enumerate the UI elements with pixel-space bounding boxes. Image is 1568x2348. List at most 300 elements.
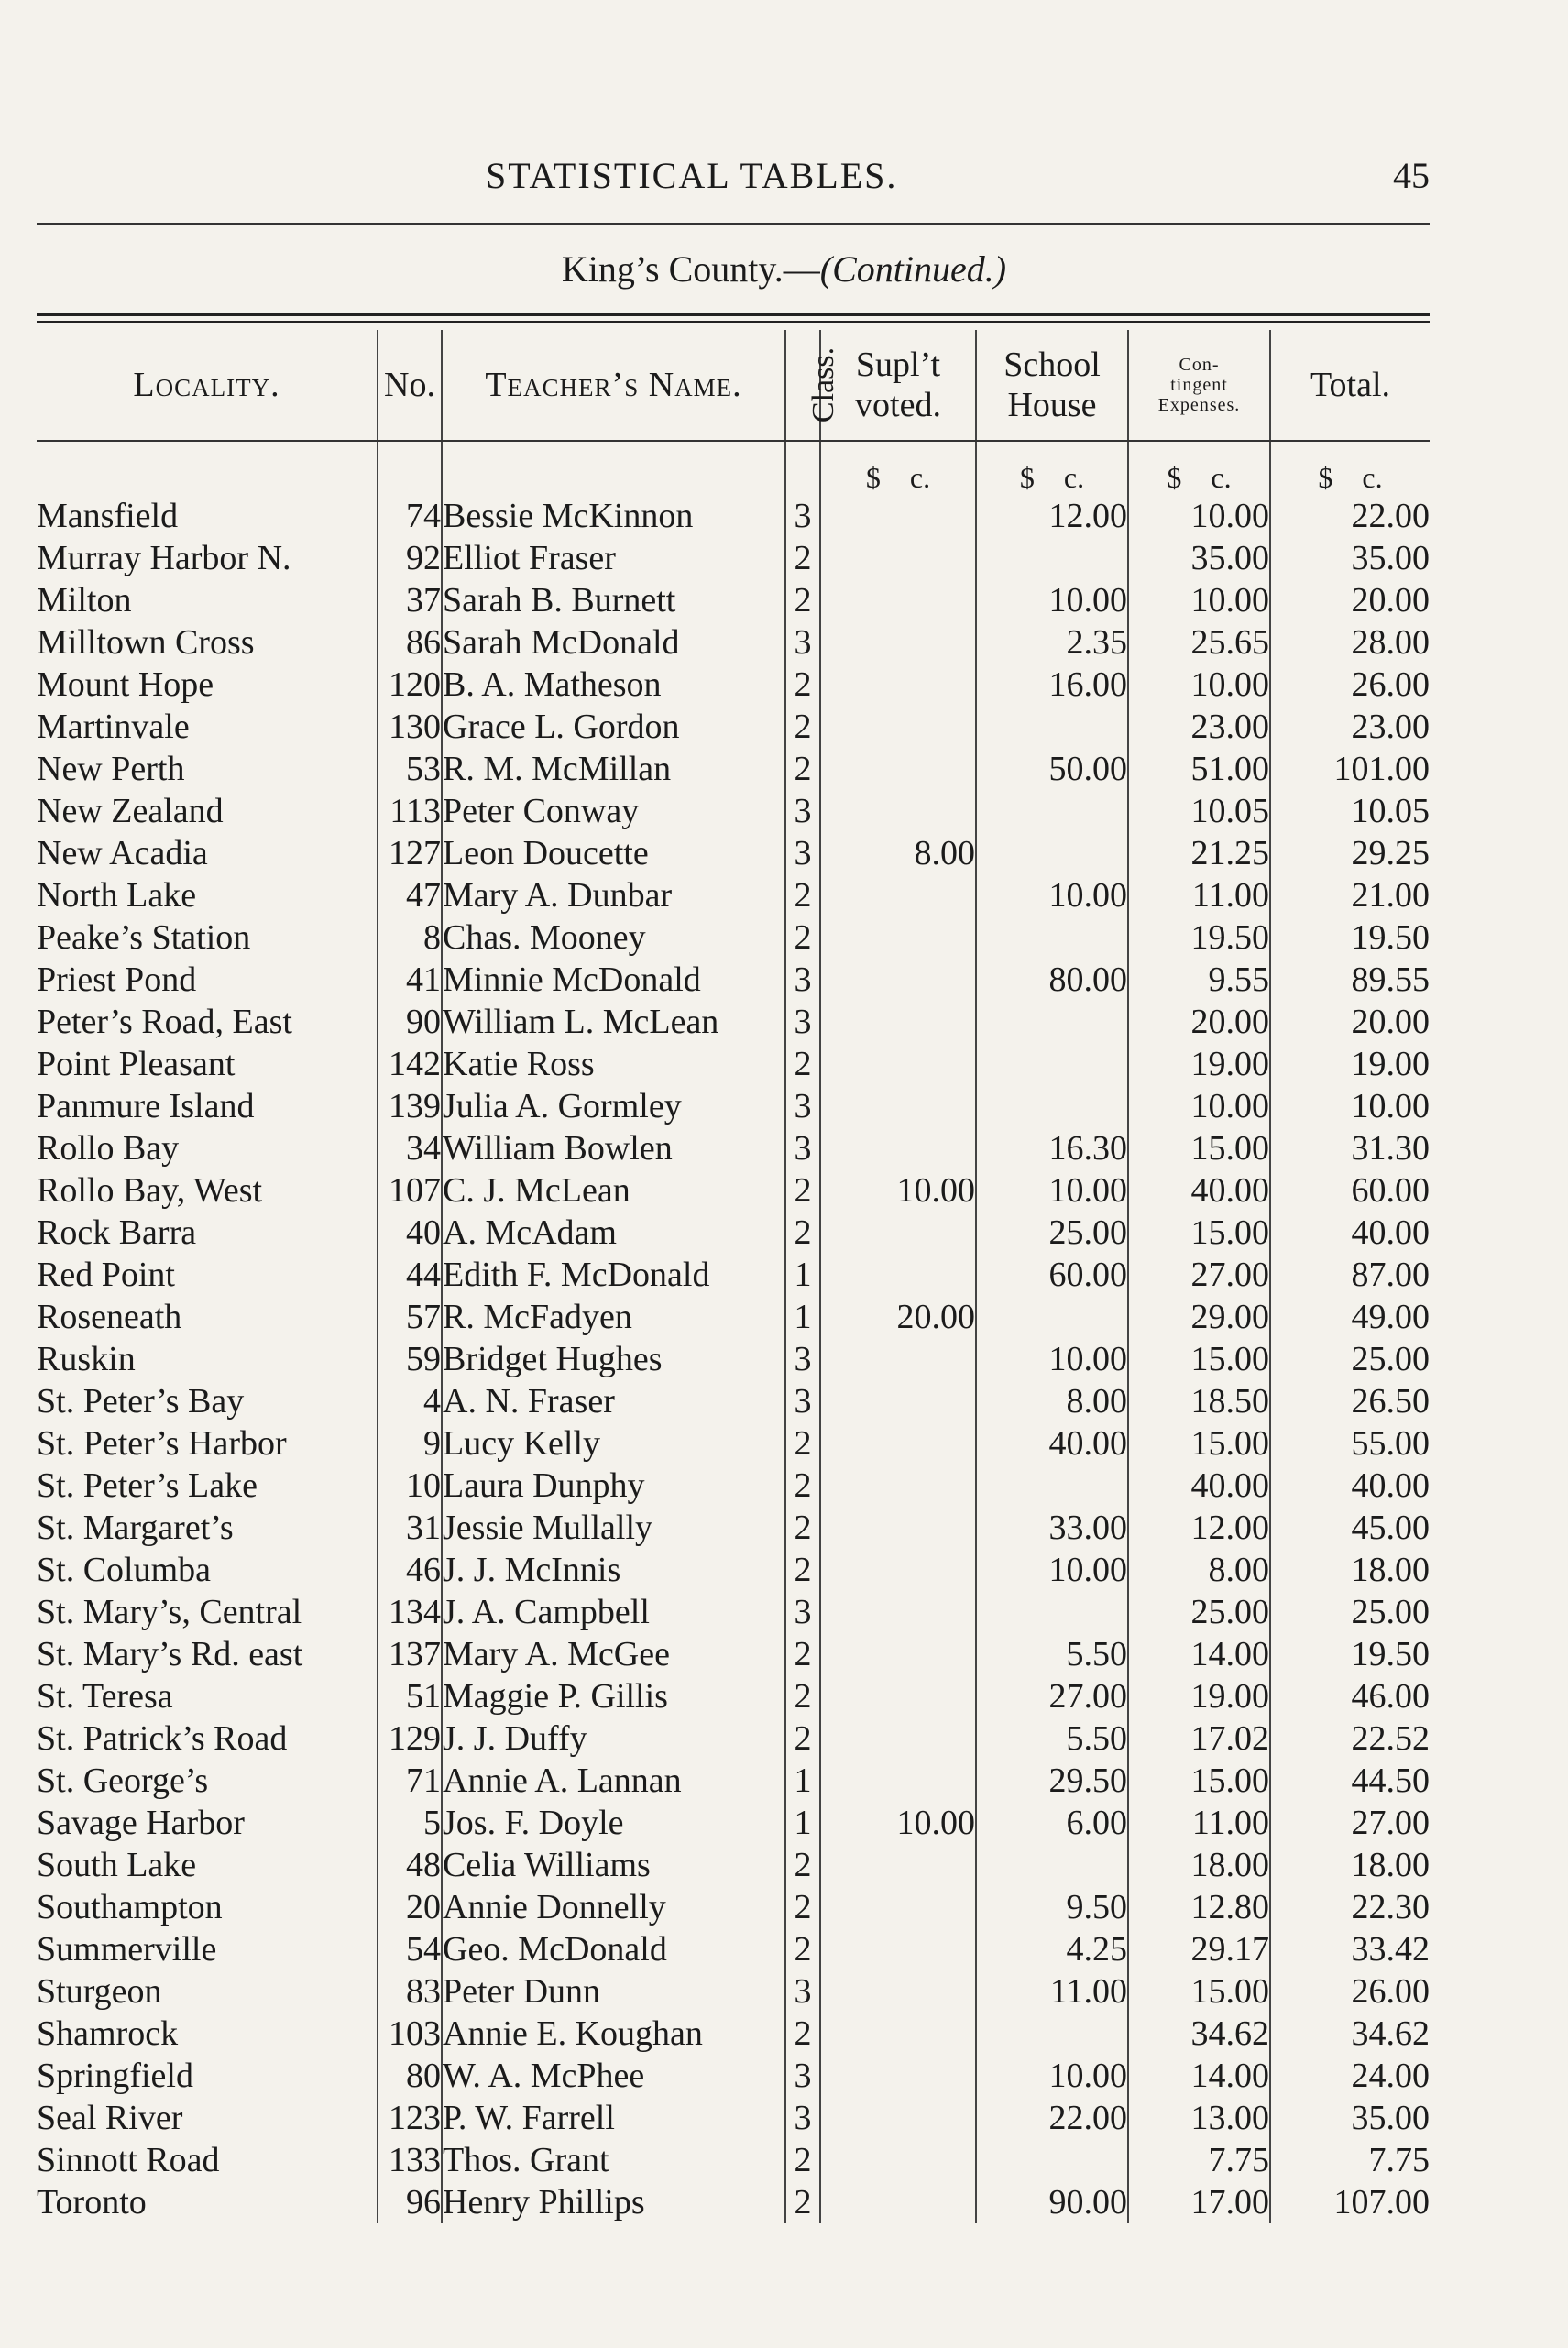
total-cell: 21.00 <box>1351 876 1430 915</box>
school-number-cell: 40 <box>378 1212 442 1254</box>
school-house-cell: 22.00 <box>976 2097 1128 2139</box>
school-house-cell: 10.00 <box>976 1338 1128 1380</box>
school-house-cell <box>976 2139 1128 2181</box>
locality-cell: Shamrock <box>37 2013 378 2055</box>
table-row <box>37 1886 1430 1928</box>
school-number-cell: 34 <box>378 1127 442 1169</box>
class-cell: 1 <box>785 1296 820 1338</box>
locality-cell: Rollo Bay <box>37 1127 378 1169</box>
school-number-cell: 54 <box>378 1928 442 1970</box>
locality-cell: St. Peter’s Harbor <box>37 1422 378 1465</box>
header-school-house-line2: House <box>1007 386 1097 424</box>
class-cell: 3 <box>785 2097 820 2139</box>
total-cell: 40.00 <box>1351 1213 1430 1252</box>
class-cell: 2 <box>785 1928 820 1970</box>
school-house-cell <box>976 706 1128 748</box>
contingent-cell: 10.00 <box>1128 495 1270 537</box>
class-cell: 3 <box>785 1591 820 1633</box>
school-number-cell: 123 <box>378 2097 442 2139</box>
table-row <box>37 1760 1430 1802</box>
header-supplement-line2: voted. <box>855 386 941 424</box>
dollar-sign: $ <box>1019 461 1035 494</box>
header-contingent-line1: Con- <box>1179 355 1220 375</box>
header-teacher-name: Teacher’s Name. <box>442 330 785 441</box>
school-house-cell: 29.50 <box>976 1760 1128 1802</box>
supplement-cell <box>820 579 976 621</box>
header-contingent-expenses <box>1128 330 1270 441</box>
total-cell: 26.50 <box>1351 1382 1430 1421</box>
supplement-cell <box>820 621 976 664</box>
class-cell: 2 <box>785 1043 820 1085</box>
teacher-name-cell: Julia A. Gormley <box>442 1085 785 1127</box>
teacher-name-cell: Thos. Grant <box>442 2139 785 2181</box>
school-house-cell <box>976 1001 1128 1043</box>
class-cell: 2 <box>785 1633 820 1675</box>
table-row <box>37 1633 1430 1675</box>
cents-label: c. <box>1211 461 1232 494</box>
school-number-cell: 137 <box>378 1633 442 1675</box>
total-cell: 22.00 <box>1351 497 1430 535</box>
school-house-cell <box>976 916 1128 959</box>
school-number-cell: 47 <box>378 874 442 916</box>
locality-cell: Savage Harbor <box>37 1802 378 1844</box>
table-row <box>37 1338 1430 1380</box>
contingent-cell: 15.00 <box>1128 1212 1270 1254</box>
supplement-cell <box>820 1549 976 1591</box>
header-school-house <box>976 330 1128 441</box>
contingent-cell: 27.00 <box>1128 1254 1270 1296</box>
teacher-name-cell: Grace L. Gordon <box>442 706 785 748</box>
table-row <box>37 1549 1430 1591</box>
school-number-cell: 31 <box>378 1507 442 1549</box>
class-cell: 3 <box>785 959 820 1001</box>
page-header <box>37 154 1430 209</box>
school-number-cell: 46 <box>378 1549 442 1591</box>
total-cell: 46.00 <box>1351 1677 1430 1716</box>
school-number-cell: 83 <box>378 1970 442 2013</box>
contingent-cell: 10.00 <box>1128 1085 1270 1127</box>
teacher-name-cell: R. M. McMillan <box>442 748 785 790</box>
teacher-name-cell: Leon Doucette <box>442 832 785 874</box>
units-school-house <box>976 441 1128 495</box>
section-title-continued: (Continued.) <box>819 248 1007 290</box>
class-cell: 1 <box>785 1802 820 1844</box>
supplement-cell <box>820 537 976 579</box>
locality-cell: Panmure Island <box>37 1085 378 1127</box>
locality-cell: Rollo Bay, West <box>37 1169 378 1212</box>
locality-cell: Milltown Cross <box>37 621 378 664</box>
school-house-cell: 9.50 <box>976 1886 1128 1928</box>
supplement-cell <box>820 1380 976 1422</box>
supplement-cell <box>820 1465 976 1507</box>
supplement-cell <box>820 1970 976 2013</box>
teacher-name-cell: P. W. Farrell <box>442 2097 785 2139</box>
school-house-cell <box>976 2013 1128 2055</box>
locality-cell: Peake’s Station <box>37 916 378 959</box>
locality-cell: St. George’s <box>37 1760 378 1802</box>
supplement-cell <box>820 495 976 537</box>
school-number-cell: 103 <box>378 2013 442 2055</box>
table-row <box>37 537 1430 579</box>
locality-cell: North Lake <box>37 874 378 916</box>
page-number: 45 <box>1393 155 1430 196</box>
contingent-cell: 7.75 <box>1128 2139 1270 2181</box>
header-class <box>785 330 841 441</box>
total-cell: 22.52 <box>1351 1719 1430 1758</box>
contingent-cell: 25.00 <box>1128 1591 1270 1633</box>
school-house-cell: 5.50 <box>976 1717 1128 1760</box>
school-number-cell: 9 <box>378 1422 442 1465</box>
total-cell: 19.00 <box>1351 1045 1430 1083</box>
table-row <box>37 1212 1430 1254</box>
table-row <box>37 2013 1430 2055</box>
table-row <box>37 664 1430 706</box>
school-house-cell <box>976 790 1128 832</box>
supplement-cell <box>820 1338 976 1380</box>
supplement-cell <box>820 1844 976 1886</box>
class-cell: 2 <box>785 916 820 959</box>
table-top-rule <box>37 313 1430 316</box>
total-cell: 29.25 <box>1351 834 1430 872</box>
school-house-cell: 5.50 <box>976 1633 1128 1675</box>
school-number-cell: 129 <box>378 1717 442 1760</box>
table-row <box>37 874 1430 916</box>
supplement-cell <box>820 1633 976 1675</box>
class-cell: 3 <box>785 495 820 537</box>
total-cell: 18.00 <box>1351 1551 1430 1589</box>
class-cell: 2 <box>785 1886 820 1928</box>
contingent-cell: 18.00 <box>1128 1844 1270 1886</box>
total-cell: 55.00 <box>1351 1424 1430 1463</box>
school-house-cell: 10.00 <box>976 1169 1128 1212</box>
table-row <box>37 2181 1430 2223</box>
school-house-cell <box>976 832 1128 874</box>
class-cell: 2 <box>785 2013 820 2055</box>
total-cell: 23.00 <box>1351 708 1430 746</box>
school-number-cell: 51 <box>378 1675 442 1717</box>
school-house-cell: 12.00 <box>976 495 1128 537</box>
teacher-name-cell: Celia Williams <box>442 1844 785 1886</box>
total-cell: 45.00 <box>1351 1509 1430 1547</box>
contingent-cell: 11.00 <box>1128 874 1270 916</box>
class-cell: 3 <box>785 1127 820 1169</box>
contingent-cell: 21.25 <box>1128 832 1270 874</box>
class-cell: 3 <box>785 1380 820 1422</box>
school-house-cell: 10.00 <box>976 579 1128 621</box>
school-number-cell: 41 <box>378 959 442 1001</box>
cents-label: c. <box>1362 461 1383 494</box>
units-blank-teacher <box>442 441 785 495</box>
contingent-cell: 9.55 <box>1128 959 1270 1001</box>
table-row <box>37 1001 1430 1043</box>
school-number-cell: 74 <box>378 495 442 537</box>
running-title: STATISTICAL TABLES. <box>486 155 898 196</box>
supplement-cell <box>820 1675 976 1717</box>
locality-cell: Rock Barra <box>37 1212 378 1254</box>
teacher-name-cell: Geo. McDonald <box>442 1928 785 1970</box>
supplement-cell <box>820 706 976 748</box>
locality-cell: Milton <box>37 579 378 621</box>
header-supplement-line1: Supl’t <box>855 346 941 384</box>
contingent-cell: 12.00 <box>1128 1507 1270 1549</box>
total-cell: 87.00 <box>1351 1256 1430 1294</box>
contingent-cell: 18.50 <box>1128 1380 1270 1422</box>
locality-cell: New Zealand <box>37 790 378 832</box>
contingent-cell: 10.00 <box>1128 579 1270 621</box>
contingent-cell: 15.00 <box>1128 1338 1270 1380</box>
header-contingent-line3: Expenses. <box>1157 395 1241 415</box>
school-number-cell: 86 <box>378 621 442 664</box>
contingent-cell: 17.02 <box>1128 1717 1270 1760</box>
supplement-cell <box>820 1212 976 1254</box>
supplement-cell <box>820 1422 976 1465</box>
school-number-cell: 92 <box>378 537 442 579</box>
teacher-name-cell: Annie A. Lannan <box>442 1760 785 1802</box>
supplement-cell: 8.00 <box>820 832 976 874</box>
table-row <box>37 1675 1430 1717</box>
school-number-cell: 142 <box>378 1043 442 1085</box>
contingent-cell: 15.00 <box>1128 1127 1270 1169</box>
locality-cell: South Lake <box>37 1844 378 1886</box>
school-house-cell: 27.00 <box>976 1675 1128 1717</box>
cents-label: c. <box>1063 461 1085 494</box>
total-cell: 20.00 <box>1351 581 1430 620</box>
total-cell: 33.42 <box>1351 1930 1430 1969</box>
class-cell: 2 <box>785 2181 820 2223</box>
locality-cell: Mansfield <box>37 495 378 537</box>
units-contingent <box>1128 441 1270 495</box>
supplement-cell <box>820 2181 976 2223</box>
class-cell: 3 <box>785 1001 820 1043</box>
total-cell: 34.62 <box>1351 2014 1430 2053</box>
supplement-cell <box>820 1507 976 1549</box>
teacher-name-cell: Sarah B. Burnett <box>442 579 785 621</box>
school-house-cell: 6.00 <box>976 1802 1128 1844</box>
contingent-cell: 40.00 <box>1128 1465 1270 1507</box>
teacher-name-cell: J. J. McInnis <box>442 1549 785 1591</box>
section-title-main: King’s County.— <box>561 248 820 290</box>
table-row <box>37 1802 1430 1844</box>
total-cell: 26.00 <box>1351 665 1430 704</box>
table-row <box>37 1717 1430 1760</box>
contingent-cell: 14.00 <box>1128 2055 1270 2097</box>
school-number-cell: 57 <box>378 1296 442 1338</box>
contingent-cell: 14.00 <box>1128 1633 1270 1675</box>
supplement-cell <box>820 1886 976 1928</box>
locality-cell: Priest Pond <box>37 959 378 1001</box>
school-number-cell: 133 <box>378 2139 442 2181</box>
school-number-cell: 139 <box>378 1085 442 1127</box>
units-total <box>1270 441 1430 495</box>
school-house-cell <box>976 1844 1128 1886</box>
supplement-cell <box>820 1127 976 1169</box>
locality-cell: St. Peter’s Lake <box>37 1465 378 1507</box>
header-supplement <box>820 330 976 441</box>
teacher-name-cell: R. McFadyen <box>442 1296 785 1338</box>
class-cell: 3 <box>785 1338 820 1380</box>
school-house-cell: 80.00 <box>976 959 1128 1001</box>
total-cell: 27.00 <box>1351 1804 1430 1842</box>
teacher-name-cell: Minnie McDonald <box>442 959 785 1001</box>
dollar-sign: $ <box>1167 461 1182 494</box>
supplement-cell <box>820 874 976 916</box>
units-blank-locality <box>37 441 378 495</box>
total-cell: 26.00 <box>1351 1972 1430 2011</box>
class-cell: 3 <box>785 1970 820 2013</box>
school-number-cell: 107 <box>378 1169 442 1212</box>
school-number-cell: 113 <box>378 790 442 832</box>
class-cell: 2 <box>785 748 820 790</box>
locality-cell: Martinvale <box>37 706 378 748</box>
table-row <box>37 1127 1430 1169</box>
table-row <box>37 916 1430 959</box>
contingent-cell: 15.00 <box>1128 1970 1270 2013</box>
contingent-cell: 34.62 <box>1128 2013 1270 2055</box>
teacher-name-cell: Edith F. McDonald <box>442 1254 785 1296</box>
class-cell: 1 <box>785 1254 820 1296</box>
total-cell: 107.00 <box>1333 2183 1430 2222</box>
total-cell: 7.75 <box>1368 2141 1430 2179</box>
header-no: No. <box>378 330 442 441</box>
locality-cell: Red Point <box>37 1254 378 1296</box>
header-total: Total. <box>1270 330 1430 441</box>
school-house-cell: 50.00 <box>976 748 1128 790</box>
teacher-name-cell: J. A. Campbell <box>442 1591 785 1633</box>
locality-cell: Peter’s Road, East <box>37 1001 378 1043</box>
locality-cell: Summerville <box>37 1928 378 1970</box>
table-row <box>37 621 1430 664</box>
supplement-cell: 20.00 <box>820 1296 976 1338</box>
table-row <box>37 748 1430 790</box>
class-cell: 3 <box>785 790 820 832</box>
total-cell: 101.00 <box>1333 750 1430 788</box>
school-number-cell: 37 <box>378 579 442 621</box>
total-cell: 40.00 <box>1351 1466 1430 1505</box>
total-cell: 20.00 <box>1351 1003 1430 1041</box>
class-cell: 3 <box>785 2055 820 2097</box>
supplement-cell <box>820 664 976 706</box>
contingent-cell: 8.00 <box>1128 1549 1270 1591</box>
total-cell: 18.00 <box>1351 1846 1430 1884</box>
teacher-name-cell: Maggie P. Gillis <box>442 1675 785 1717</box>
teacher-name-cell: Chas. Mooney <box>442 916 785 959</box>
class-cell: 2 <box>785 2139 820 2181</box>
dollar-sign: $ <box>1318 461 1333 494</box>
locality-cell: Sinnott Road <box>37 2139 378 2181</box>
school-number-cell: 48 <box>378 1844 442 1886</box>
contingent-cell: 12.80 <box>1128 1886 1270 1928</box>
school-number-cell: 130 <box>378 706 442 748</box>
table-body <box>37 495 1430 2223</box>
units-blank-no <box>378 441 442 495</box>
supplement-cell <box>820 1928 976 1970</box>
table-row <box>37 1928 1430 1970</box>
table-row <box>37 1296 1430 1338</box>
teacher-name-cell: J. J. Duffy <box>442 1717 785 1760</box>
header-contingent-line2: tingent <box>1170 375 1228 395</box>
school-number-cell: 53 <box>378 748 442 790</box>
total-cell: 10.00 <box>1351 1087 1430 1125</box>
class-cell: 2 <box>785 1212 820 1254</box>
class-cell: 2 <box>785 1675 820 1717</box>
teacher-name-cell: Jos. F. Doyle <box>442 1802 785 1844</box>
table-row <box>37 832 1430 874</box>
class-cell: 1 <box>785 1760 820 1802</box>
class-cell: 2 <box>785 664 820 706</box>
table-row <box>37 1465 1430 1507</box>
table-row <box>37 1169 1430 1212</box>
total-cell: 89.55 <box>1351 960 1430 999</box>
supplement-cell <box>820 2097 976 2139</box>
contingent-cell: 29.17 <box>1128 1928 1270 1970</box>
supplement-cell <box>820 1760 976 1802</box>
school-number-cell: 127 <box>378 832 442 874</box>
header-rule <box>37 223 1430 225</box>
school-house-cell: 4.25 <box>976 1928 1128 1970</box>
teacher-name-cell: C. J. McLean <box>442 1169 785 1212</box>
teacher-name-cell: Lucy Kelly <box>442 1422 785 1465</box>
teacher-name-cell: Katie Ross <box>442 1043 785 1085</box>
contingent-cell: 29.00 <box>1128 1296 1270 1338</box>
table-top-rule-inner <box>37 321 1430 323</box>
contingent-cell: 15.00 <box>1128 1760 1270 1802</box>
school-number-cell: 59 <box>378 1338 442 1380</box>
supplement-cell <box>820 2013 976 2055</box>
locality-cell: Murray Harbor N. <box>37 537 378 579</box>
locality-cell: St. Mary’s, Central <box>37 1591 378 1633</box>
locality-cell: Mount Hope <box>37 664 378 706</box>
school-house-cell <box>976 1296 1128 1338</box>
section-title <box>0 247 1568 291</box>
table-row <box>37 2097 1430 2139</box>
total-cell: 60.00 <box>1351 1171 1430 1210</box>
teacher-name-cell: Annie Donnelly <box>442 1886 785 1928</box>
locality-cell: Toronto <box>37 2181 378 2223</box>
contingent-cell: 19.50 <box>1128 916 1270 959</box>
school-house-cell <box>976 1465 1128 1507</box>
school-house-cell: 90.00 <box>976 2181 1128 2223</box>
header-locality: Locality. <box>37 330 378 441</box>
supplement-cell <box>820 790 976 832</box>
supplement-cell <box>820 2055 976 2097</box>
contingent-cell: 11.00 <box>1128 1802 1270 1844</box>
supplement-cell <box>820 1001 976 1043</box>
units-supplement <box>820 441 976 495</box>
total-cell: 35.00 <box>1351 539 1430 577</box>
school-number-cell: 8 <box>378 916 442 959</box>
school-house-cell <box>976 1591 1128 1633</box>
total-cell: 49.00 <box>1351 1298 1430 1336</box>
table-row <box>37 1254 1430 1296</box>
table-header <box>37 330 1430 441</box>
locality-cell: Point Pleasant <box>37 1043 378 1085</box>
class-cell: 3 <box>785 1085 820 1127</box>
contingent-cell: 15.00 <box>1128 1422 1270 1465</box>
locality-cell: Springfield <box>37 2055 378 2097</box>
header-school-house-line1: School <box>1003 346 1101 384</box>
class-cell: 2 <box>785 1717 820 1760</box>
teacher-name-cell: A. N. Fraser <box>442 1380 785 1422</box>
school-house-cell: 60.00 <box>976 1254 1128 1296</box>
teacher-name-cell: Annie E. Koughan <box>442 2013 785 2055</box>
school-number-cell: 10 <box>378 1465 442 1507</box>
contingent-cell: 10.00 <box>1128 664 1270 706</box>
locality-cell: Ruskin <box>37 1338 378 1380</box>
header-class-label: Class. <box>806 346 841 423</box>
table-row <box>37 1970 1430 2013</box>
locality-cell: St. Mary’s Rd. east <box>37 1633 378 1675</box>
table-row <box>37 1422 1430 1465</box>
